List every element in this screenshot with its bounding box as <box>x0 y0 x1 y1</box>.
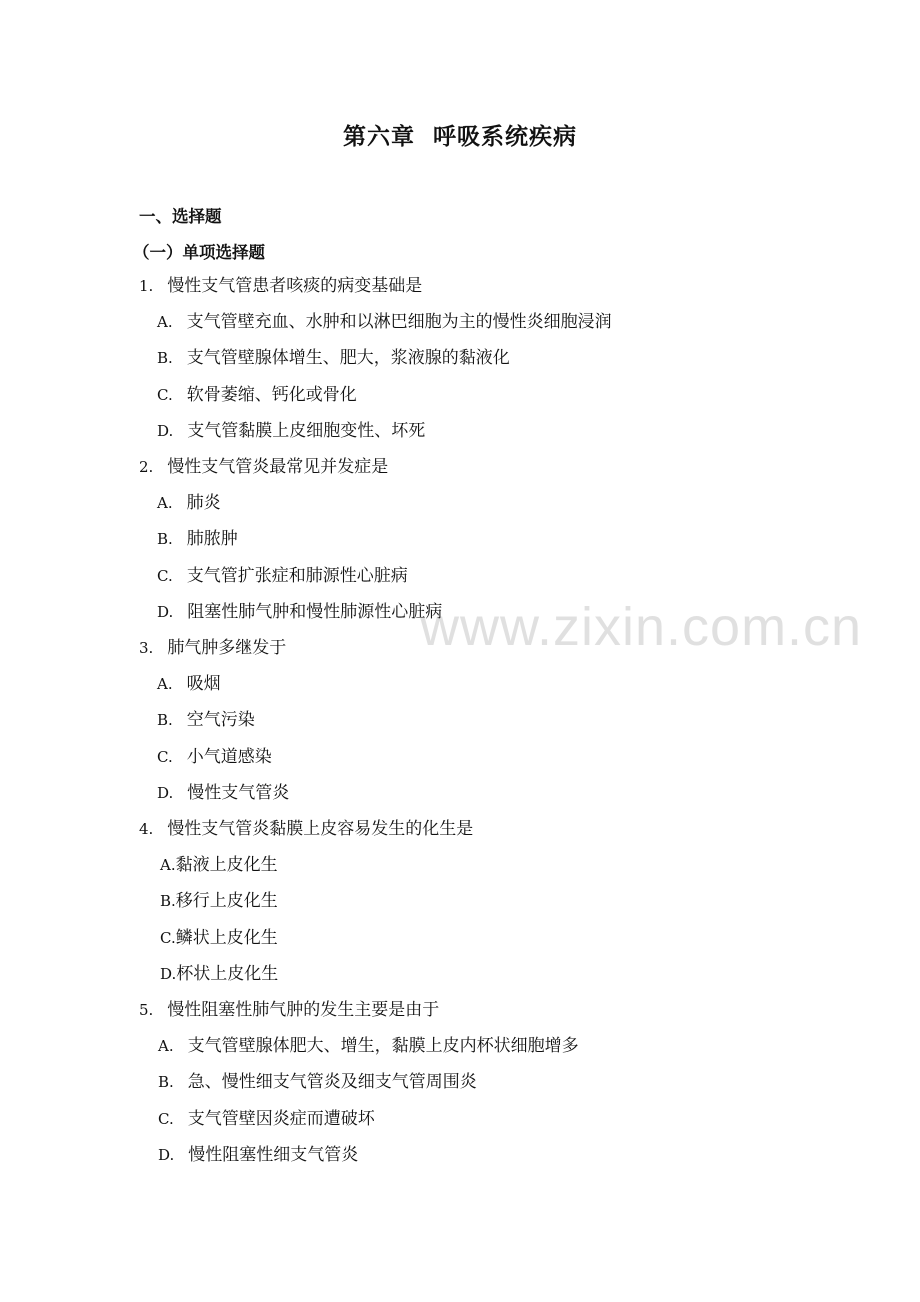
answer-option <box>157 529 238 549</box>
option-letter: C. <box>157 747 173 766</box>
section-heading: 一、选择题 <box>139 207 222 226</box>
answer-option <box>157 348 510 368</box>
option-letter: D. <box>158 1145 175 1164</box>
option-text: 支气管壁充血、水肿和以淋巴细胞为主的慢性炎细胞浸润 <box>186 312 612 333</box>
option-text: 肺炎 <box>186 493 221 514</box>
option-text: 移行上皮化生 <box>175 891 278 912</box>
option-text: 慢性支气管炎 <box>187 782 290 803</box>
answer-option <box>157 747 272 767</box>
option-text: 肺脓肿 <box>186 529 238 550</box>
question-stem <box>139 638 286 658</box>
question-text: 慢性支气管患者咳痰的病变基础是 <box>167 276 423 296</box>
option-letter: A. <box>157 313 173 332</box>
question-number: 1. <box>139 277 154 295</box>
question-text: 慢性阻塞性肺气肿的发生主要是由于 <box>167 1000 440 1020</box>
answer-option <box>160 891 278 911</box>
chapter-title: 第六章 呼吸系统疾病 <box>342 124 577 150</box>
answer-option <box>157 674 221 694</box>
answer-option <box>160 964 278 984</box>
option-text: 吸烟 <box>186 674 221 695</box>
answer-option <box>157 421 425 441</box>
question-number: 4. <box>139 820 154 838</box>
option-text: 急、慢性细支气管炎及细支气管周围炎 <box>187 1072 477 1093</box>
option-letter: C. <box>160 928 176 947</box>
answer-option <box>157 710 255 730</box>
option-text: 支气管壁因炎症而遭破坏 <box>187 1108 375 1129</box>
option-text: 软骨萎缩、钙化或骨化 <box>186 384 357 405</box>
answer-option <box>157 783 289 803</box>
option-text: 空气污染 <box>186 710 255 731</box>
option-letter: D. <box>157 783 174 802</box>
answer-option <box>158 1145 358 1165</box>
option-letter: D. <box>160 964 177 983</box>
option-text: 鳞状上皮化生 <box>175 927 278 948</box>
option-letter: C. <box>158 1109 174 1128</box>
answer-option <box>158 1072 477 1092</box>
question-text: 肺气肿多继发于 <box>167 638 287 658</box>
option-letter: A. <box>158 1037 174 1056</box>
answer-option <box>157 385 357 405</box>
option-letter: A. <box>160 856 176 875</box>
option-text: 支气管壁腺体增生、肥大，浆液腺的黏液化 <box>186 348 510 369</box>
option-text: 支气管壁腺体肥大、增生，黏膜上皮内杯状细胞增多 <box>187 1036 579 1057</box>
option-text: 杯状上皮化生 <box>176 963 279 984</box>
option-letter: A. <box>157 675 173 694</box>
answer-option <box>157 602 442 622</box>
option-letter: C. <box>157 385 173 404</box>
question-stem <box>139 457 388 477</box>
option-text: 慢性阻塞性细支气管炎 <box>188 1144 359 1165</box>
option-text: 阻塞性肺气肿和慢性肺源性心脏病 <box>187 601 443 622</box>
option-letter: A. <box>157 494 173 513</box>
question-number: 2. <box>139 458 154 476</box>
option-text: 支气管黏膜上皮细胞变性、坏死 <box>187 420 426 441</box>
answer-option <box>158 1036 579 1056</box>
option-letter: D. <box>157 421 174 440</box>
option-letter: C. <box>157 566 173 585</box>
option-letter: B. <box>157 711 173 730</box>
answer-option <box>157 312 612 332</box>
question-text: 慢性支气管炎最常见并发症是 <box>167 457 389 477</box>
question-text: 慢性支气管炎黏膜上皮容易发生的化生是 <box>167 819 474 839</box>
option-letter: B. <box>158 1073 174 1092</box>
answer-option <box>158 1109 375 1129</box>
watermark: www.zixin.com.cn <box>420 597 863 657</box>
option-text: 小气道感染 <box>186 746 272 767</box>
question-stem <box>139 1000 439 1020</box>
option-letter: B. <box>157 349 173 368</box>
option-text: 支气管扩张症和肺源性心脏病 <box>186 565 408 586</box>
answer-option <box>160 928 278 948</box>
option-text: 黏液上皮化生 <box>175 855 278 876</box>
question-stem <box>139 276 422 296</box>
question-number: 3. <box>139 639 154 657</box>
subsection-heading: （一）单项选择题 <box>133 243 265 262</box>
question-stem <box>139 819 473 839</box>
answer-option <box>157 566 408 586</box>
option-letter: B. <box>160 892 176 911</box>
option-letter: D. <box>157 602 174 621</box>
option-letter: B. <box>157 530 173 549</box>
question-number: 5. <box>139 1001 154 1019</box>
answer-option <box>160 855 278 875</box>
answer-option <box>157 493 221 513</box>
